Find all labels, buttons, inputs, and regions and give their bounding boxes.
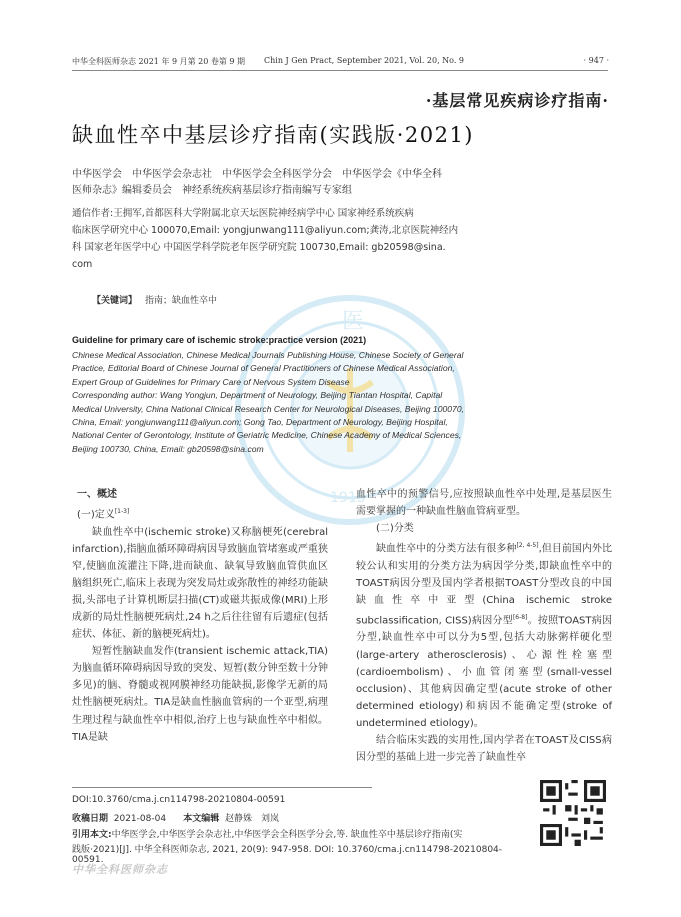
editor-label: 本文编辑: [183, 814, 220, 824]
heading-definition: [72, 503, 328, 523]
doi: DOI:10.3760/cma.j.cn114798-20210804-00591: [72, 795, 286, 805]
heading-definition-text: (一)定义: [77, 509, 115, 521]
paragraph: 缺血性卒中(ischemic stroke)又称脑梗死(cerebral infarction),指脑血循环障碍病因导致脑血管堵塞或严重狭窄,使脑血流灌注下降,进而缺血、缺氧导致脑血管供血区脑组织死亡,临床上表现为突发局灶或弥散性的神经功能缺损,头部电子计算机断层扫描(CT)或磁共振成像(MRI)上形成新的局灶性脑梗死病灶,24 h之后往往留有后遗症(包括症状、体征、新的脑梗死病灶)。: [72, 526, 328, 641]
received-date: 2021-08-04: [113, 814, 167, 824]
cite-text: 中华医学会,中华医学会杂志社,中华医学会全科医学分会,等. 缺血性卒中基层诊疗指南(实: [111, 830, 463, 840]
citation: [2, 4-5]: [516, 542, 539, 550]
citation-block: [72, 827, 532, 840]
heading-overview: 一、概述: [77, 489, 117, 500]
editors: 赵静姝 刘岚: [224, 814, 279, 824]
paragraph: 结合临床实践的实用性,国内学者在TOAST及CISS病因分型的基础上进一步完善了缺血性卒: [356, 734, 612, 764]
running-header-en: Chin J Gen Pract, September 2021, Vol. 20, No. 9: [264, 56, 465, 65]
english-line: Expert Group of Guidelines for Primary Care of Nervous System Disease: [72, 376, 350, 387]
watermark-year: 1915: [330, 490, 366, 506]
paragraph: [356, 537, 612, 732]
heading-classification: (二)分类: [376, 523, 414, 535]
running-header-cn: 中华全科医师杂志 2021 年 9 月第 20 卷第 9 期: [72, 57, 246, 66]
article-title: 缺血性卒中基层诊疗指南(实践版·2021): [72, 123, 475, 147]
header-rule: [72, 70, 608, 71]
page-number: · 947 ·: [583, 56, 609, 65]
qr-code[interactable]: [540, 780, 606, 846]
english-title: Guideline for primary care of ischemic stroke:practice version (2021): [72, 335, 367, 345]
keywords: [92, 293, 217, 306]
text: ,但目前国内外比较公认和实用的分类方法为病因学分类,即缺血性卒中的TOAST病因分型及国内学者根据TOAST分型改良的中国缺血性卒中亚型(China ischemic stroke subclassification, CISS)病因分型: [356, 543, 612, 627]
contact-line: 科 国家老年医学中心 中国医学科学院老年医学研究院 100730,Email: gb20598@sina.: [72, 242, 446, 253]
citation: [6-8]: [512, 613, 528, 621]
english-line: Beijing 100730, China, Email: gb20598@sina.com: [72, 443, 264, 454]
keywords-value: 指南；缺血性卒中: [145, 296, 218, 306]
contact-line: 通信作者:王拥军,首都医科大学附属北京天坛医院神经病学中心 国家神经系统疾病: [72, 208, 414, 219]
english-line: National Center of Gerontology, Institute of Geriatric Medicine, Chinese Academy of Medical Sciences,: [72, 430, 462, 441]
paragraph: 短暂性脑缺血发作(transient ischemic attack,TIA)为脑血循环障碍病因导致的突发、短暂(数分钟至数十分钟多见)的脑、脊髓或视网膜神经功能缺损,影像学无新的局灶性脑梗死病灶。TIA是缺血性脑血管病的一个亚型,病理生理过程与缺血性卒中相似,治疗上也与缺血性卒中相似。TIA是缺: [72, 646, 328, 743]
text: 。按照TOAST病因分型,缺血性卒中可以分为5型,包括大动脉粥样硬化型(large-artery atherosclerosis)、心源性栓塞型(cardioembolism)、小血管闭塞型(small-vessel occlusion)、其他病因确定型(acute stroke of other determined etiology)和病因不能确定型(stroke of undetermined etiology)。: [356, 615, 612, 729]
author-list: [72, 167, 512, 199]
english-line: Medical University, China National Clinical Research Center for Neurological Diseases, Beijing 100070,: [72, 403, 464, 414]
english-line: Chinese Medical Association, Chinese Medical Journals Publishing House, Chinese Society of General: [72, 350, 464, 360]
citation-line-2: 践版·2021)[J]. 中华全科医师杂志, 2021, 20(9): 947-958. DOI: 10.3760/cma.j.cn114798-20210804-00591.: [72, 845, 503, 865]
corresponding-author: [72, 205, 512, 273]
english-authors: [72, 349, 512, 456]
keywords-label: 【关键词】: [92, 296, 138, 306]
contact-line: 临床医学研究中心 100070,Email: yongjunwang111@aliyun.com;龚涛,北京医院神经内: [72, 225, 459, 236]
cite-label: 引用本文:: [72, 830, 112, 840]
english-line: China, Email: yongjunwang111@aliyun.com; Gong Tao, Department of Neurology, Beijing Hospital,: [72, 417, 448, 428]
journal-logo: 中华全科医师杂志: [72, 863, 168, 876]
watermark-char: 医: [342, 309, 365, 334]
english-line: Corresponding author: Wang Yongjun, Department of Neurology, Beijing Tiantan Hospital, Capital: [72, 390, 443, 401]
author-line: 医师杂志》编辑委员会 神经系统疾病基层诊疗指南编写专家组: [72, 185, 352, 196]
left-column: [72, 486, 328, 746]
section-title: ·基层常见疾病诊疗指南·: [425, 91, 609, 110]
citation: [1-3]: [114, 508, 130, 516]
contact-line: com: [72, 259, 93, 270]
paragraph: 血性卒中的预警信号,应按照缺血性卒中处理,是基层医生需要掌握的一种缺血性脑血管病亚型。: [356, 489, 612, 518]
received-label: 收稿日期: [72, 814, 109, 824]
received-info: [72, 811, 279, 824]
text: 缺血性卒中的分类方法有很多种: [376, 543, 517, 555]
english-line: Practice, Editorial Board of Chinese Journal of General Practitioners of Chinese Medical Association,: [72, 363, 455, 374]
author-line: 中华医学会 中华医学会杂志社 中华医学会全科医学分会 中华医学会《中华全科: [72, 169, 442, 180]
footnote-rule: [72, 787, 372, 788]
right-column: [356, 486, 612, 766]
